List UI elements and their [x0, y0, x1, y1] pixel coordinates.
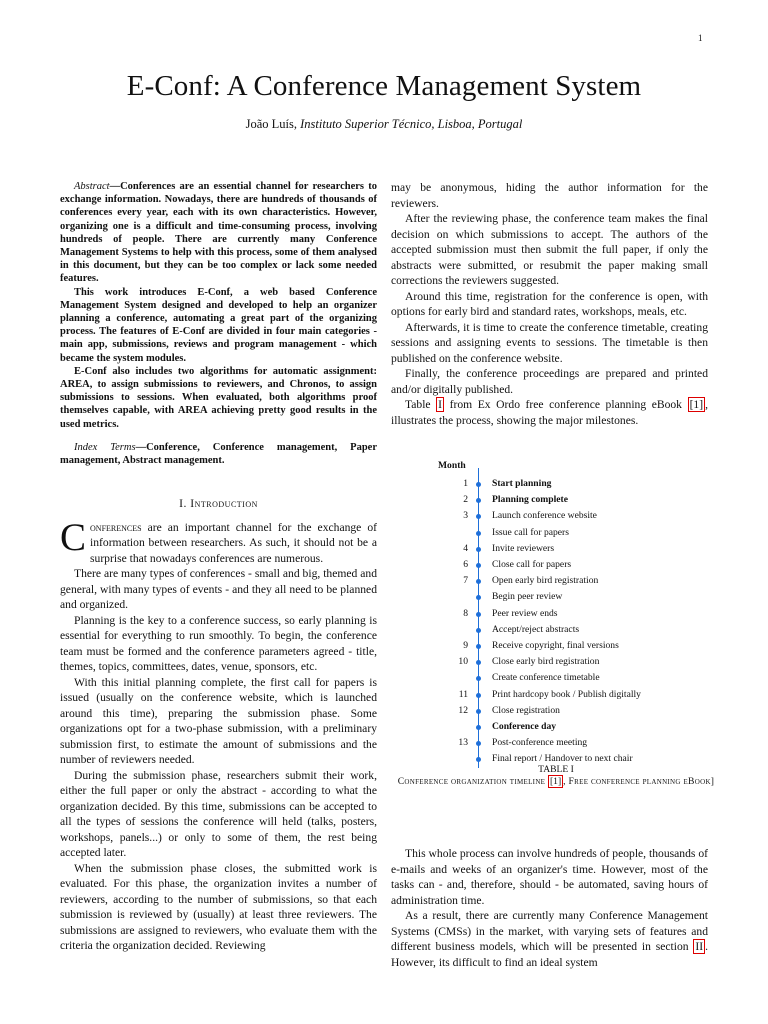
timeline-month: 7: [463, 575, 468, 587]
timeline-dot-icon: [476, 498, 481, 503]
table-intro-text-1: Table: [405, 398, 437, 411]
timeline-event: Issue call for papers: [492, 526, 569, 538]
abstract-lead: Abstract: [74, 181, 110, 192]
timeline-event: Planning complete: [492, 494, 568, 506]
month-column-header: Month: [438, 460, 466, 471]
timeline-event: Begin peer review: [492, 591, 563, 603]
last-para-text-1: As a result, there are currently many Conference Management Systems (CMSs) in the market, with varying sets of features and different business models, which will be presented in section: [391, 909, 708, 953]
timeline-dot-icon: [476, 693, 481, 698]
page-number: 1: [698, 33, 703, 43]
timeline-row: [430, 494, 730, 506]
introduction-body: [60, 515, 377, 954]
timeline-month: 4: [463, 542, 468, 554]
timeline-row: [430, 656, 730, 668]
timeline-dot-icon: [476, 579, 481, 584]
abstract-paragraph-1: [60, 180, 377, 286]
table-caption: [391, 764, 721, 788]
timeline-event: Open early bird registration: [492, 575, 599, 587]
timeline-event: Invite reviewers: [492, 542, 555, 554]
timeline-row: [430, 527, 730, 539]
timeline-event: Final report / Handover to next chair: [492, 753, 633, 765]
timeline-dot-icon: [476, 725, 481, 730]
timeline-event: Close call for papers: [492, 559, 572, 570]
timeline-dot-icon: [476, 741, 481, 746]
citation-link[interactable]: [1]: [689, 398, 704, 411]
body-paragraph: Finally, the conference proceedings are prepared and printed and/or digitally published.: [391, 367, 708, 396]
timeline-month: 13: [458, 737, 468, 749]
abstract-paragraph-3: E-Conf also includes two algorithms for automatic assignment: AREA, to assign submissions to reviewers, and Chronos, to assign submissions to sessions. When evaluated, both algorithms proof themselves capable, with AREA achieving pretty good results in the used metrics.: [60, 365, 377, 430]
timeline-row: [430, 608, 730, 620]
abstract-paragraph-2: This work introduces E-Conf, a web based Conference Management System designed and developed to help an organizer planning a conference, automating a great part of the organizing process. The features of E-Conf are divided in four main categories - main app, submissions, reviews and program management - which became the system modules.: [60, 286, 377, 364]
timeline-row: [430, 478, 730, 490]
body-paragraph-last: [391, 908, 708, 970]
timeline-month: 1: [463, 478, 468, 489]
timeline-event: Create conference timetable: [492, 672, 600, 684]
timeline-month: 11: [458, 688, 468, 700]
timeline-month: 10: [458, 656, 468, 668]
timeline-event: Post-conference meeting: [492, 737, 588, 749]
timeline-dot-icon: [476, 547, 481, 552]
timeline-row: [430, 721, 730, 733]
timeline-month: 9: [463, 640, 468, 651]
author-name: João Luís,: [245, 117, 298, 131]
timeline-dot-icon: [476, 563, 481, 568]
timeline-row: [430, 705, 730, 717]
intro-paragraph: When the submission phase closes, the submitted work is evaluated. For this phase, the organization invites a number of reviewers, according to the number of submissions, so that each submission is reviewed by (usually) at least three reviewers. The submissions are assigned to reviewers, who evaluate them with the criteria the organization decided. Reviewing: [60, 861, 377, 953]
intro-paragraph: There are many types of conferences - small and big, themed and general, with many types of events - and they all need to be planned and organized.: [60, 567, 377, 612]
timeline-row: [430, 559, 730, 571]
timeline-row: [430, 737, 730, 749]
timeline-dot-icon: [476, 628, 481, 633]
body-paragraph: This whole process can involve hundreds of people, thousands of e-mails and weeks of an organizer's time. However, most of the tasks can - and, therefore, should - be automated, saving hours of administration time.: [391, 847, 708, 907]
last-para-text-2: . However, its difficult to find an ideal system: [391, 940, 708, 969]
caption-text-1: Conference organization timeline: [397, 776, 548, 787]
intro-paragraph: Planning is the key to a conference success, so early planning is essential for everything to run smoothly. To begin, the conference team must be formed and the conference parameters agreed - title, themes, topics, committees, dates, venue, sponsors, etc.: [60, 613, 377, 674]
continued-paragraph: may be anonymous, hiding the author information for the reviewers.: [391, 181, 708, 210]
timeline-dot-icon: [476, 612, 481, 617]
intro-first-word: onferences: [90, 520, 142, 534]
index-terms-lead: Index Terms: [74, 441, 136, 453]
timeline-event: Start planning: [492, 478, 552, 489]
intro-first-text: are an important channel for the exchange of information between researchers. As such, it should not be a surprise that nowadays conferences are numerous.: [90, 520, 377, 565]
timeline-dot-icon: [476, 482, 481, 487]
right-column-top: [391, 180, 708, 428]
timeline-dot-icon: [476, 757, 481, 762]
body-paragraph: Around this time, registration for the conference is open, with options for early bird and standard rates, workshops, meals, etc.: [391, 289, 708, 318]
timeline-month: 3: [463, 510, 468, 522]
timeline-row: [430, 689, 730, 701]
index-terms: [60, 441, 377, 467]
timeline-month: 8: [463, 607, 468, 619]
body-paragraph: After the reviewing phase, the conference team makes the final decision on which submissions to accept. The authors of the accepted submission must then submit the full paper, if only the abstracts were submitted, or resubmit the paper making small corrections the reviewers suggested.: [391, 212, 708, 287]
author-affiliation: Instituto Superior Técnico, Lisboa, Portugal: [300, 117, 523, 131]
timeline-dot-icon: [476, 595, 481, 600]
timeline-row: [430, 591, 730, 603]
timeline-row: [430, 510, 730, 522]
timeline-event: Close registration: [492, 704, 560, 716]
timeline-dot-icon: [476, 514, 481, 519]
caption-citation-link[interactable]: [1]: [549, 776, 562, 787]
author-line: [0, 117, 768, 132]
table-reference-link[interactable]: I: [438, 398, 443, 411]
timeline-event: Receive copyright, final versions: [492, 640, 619, 651]
abstract-text-1: —Conferences are an essential channel for researchers to exchange information. Nowadays, there are hundreds of thousands of conferences every year, each with its own characteristics. However, organizing one is a difficult and time-consuming process, involving hundreds of people. There are currently many Conference Management Systems to help with this process, some of them analysed in this document, but they can be too complex or lack some needed features.: [60, 181, 377, 285]
intro-paragraph: During the submission phase, researchers submit their work, either the full paper or only the abstract - according to what the organization decided. By this time, submissions can be accepted to all the types of sessions the conference will held (talks, posters, workshops, panels...) or only to some of them, the rest being accepted later.: [60, 768, 377, 860]
caption-text-2: , Free conference planning eBook]: [563, 776, 715, 787]
timeline-dot-icon: [476, 644, 481, 649]
intro-first-paragraph: [60, 515, 377, 567]
timeline-event: Close early bird registration: [492, 656, 600, 668]
paper-title: E-Conf: A Conference Management System: [126, 70, 642, 102]
timeline-table: [430, 458, 730, 768]
timeline-row: [430, 624, 730, 636]
timeline-row: [430, 575, 730, 587]
timeline-event: Peer review ends: [492, 607, 558, 619]
table-caption-text: [391, 776, 721, 788]
abstract: [60, 180, 377, 431]
left-column: [60, 180, 377, 954]
table-intro-text-3: , illustrates the process, showing the major milestones.: [391, 398, 708, 427]
table-label: TABLE I: [538, 764, 574, 775]
timeline-event: Accept/reject abstracts: [492, 623, 580, 635]
index-terms-text: —Conference, Conference management, Paper management, Abstract management.: [60, 441, 378, 467]
timeline-month: 2: [463, 494, 468, 506]
timeline-row: [430, 640, 730, 652]
timeline-month: 6: [463, 559, 468, 570]
right-column-bottom: [391, 846, 708, 970]
body-paragraph: Afterwards, it is time to create the conference timetable, creating sessions and assigning events to sessions. The timetable is then published on the conference website.: [391, 320, 708, 365]
drop-cap: C: [60, 515, 87, 559]
timeline-event: Print hardcopy book / Publish digitally: [492, 688, 641, 700]
timeline-dot-icon: [476, 660, 481, 665]
section-number: I.: [179, 497, 187, 511]
timeline-row: [430, 672, 730, 684]
timeline-dot-icon: [476, 676, 481, 681]
table-intro-text-2: from Ex Ordo free conference planning eBook: [444, 398, 688, 411]
section-heading-introduction: [60, 496, 377, 512]
timeline-dot-icon: [476, 709, 481, 714]
timeline-dot-icon: [476, 531, 481, 536]
table-intro-paragraph: [391, 397, 708, 428]
timeline-event: Conference day: [492, 721, 557, 732]
timeline-month: 12: [458, 704, 468, 716]
section-reference-link[interactable]: II: [695, 940, 704, 953]
intro-paragraph: With this initial planning complete, the first call for papers is issued (usually on the conference website, which is launched around this time), preparing the submission phase. Some organizations opt for a two-phase submission, with a preliminary submission first, to estimate the amount of submissions and the number of reviewers needed.: [60, 675, 377, 767]
timeline-row: [430, 543, 730, 555]
section-title: Introduction: [190, 497, 258, 511]
timeline-event: Launch conference website: [492, 510, 597, 522]
